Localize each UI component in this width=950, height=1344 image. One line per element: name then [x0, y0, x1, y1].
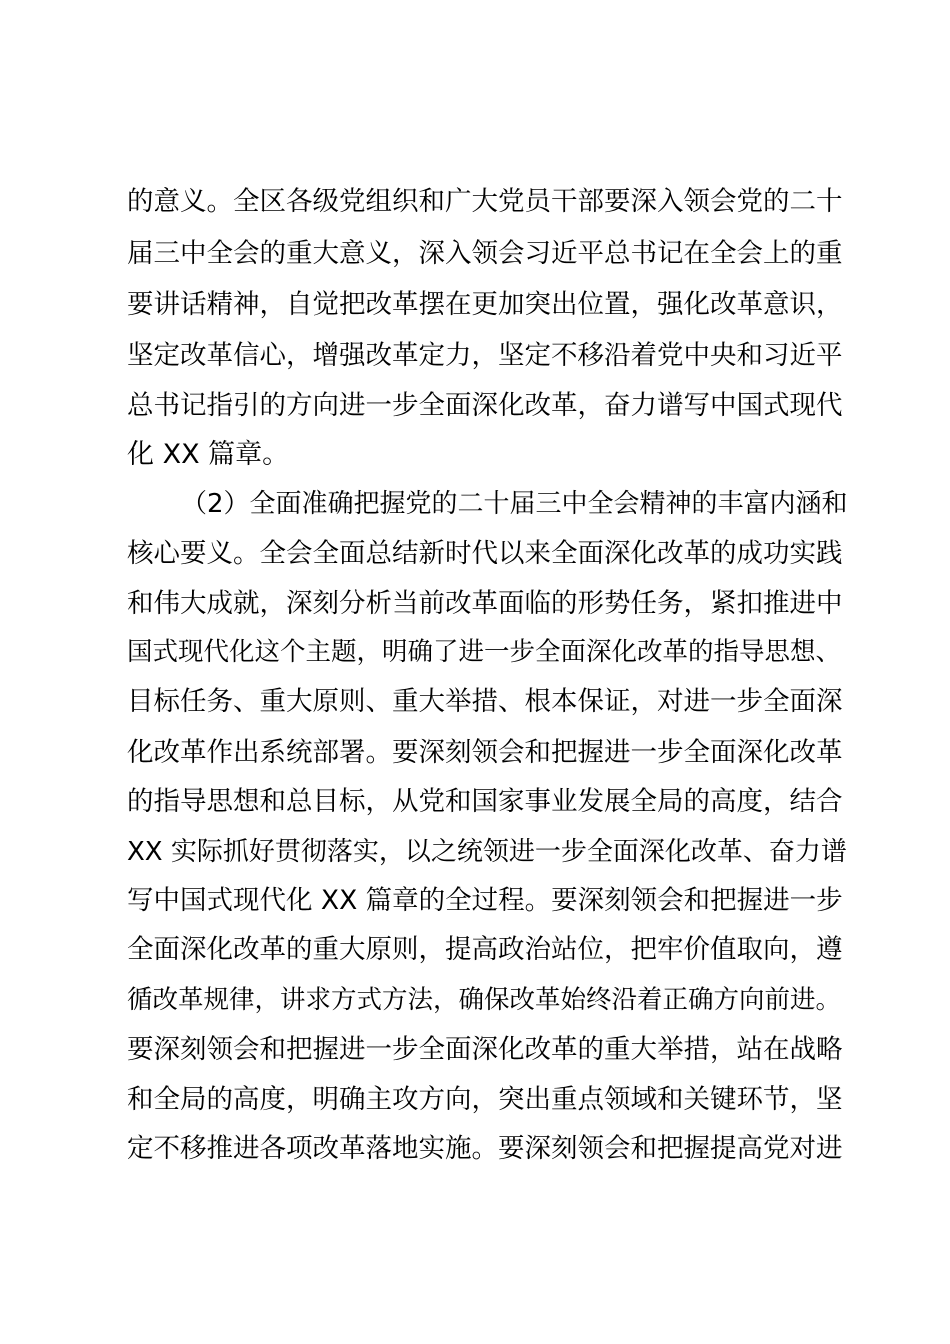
text-line: 总书记指引的方向进一步全面深化改革，奋力谱写中国式现代 — [127, 390, 843, 421]
text-line: 化改革作出系统部署。要深刻领会和把握进一步全面深化改革 — [127, 737, 843, 768]
text-line: 和伟大成就，深刻分析当前改革面临的形势任务，紧扣推进中 — [127, 588, 843, 619]
text-line: 定不移推进各项改革落地实施。要深刻领会和把握提高党对进 — [127, 1133, 843, 1164]
text-line: 写中国式现代化 XX 篇章的全过程。要深刻领会和把握进一步 — [127, 885, 843, 916]
text-line: 全面深化改革的重大原则，提高政治站位，把牢价值取向，遵 — [127, 934, 843, 965]
text-line: XX 实际抓好贯彻落实，以之统领进一步全面深化改革、奋力谱 — [127, 837, 847, 867]
text-line: 的意义。全区各级党组织和广大党员干部要深入领会党的二十 — [127, 186, 843, 217]
text-line: 循改革规律，讲求方式方法，确保改革始终沿着正确方向前进。 — [127, 985, 842, 1015]
text-line: 坚定改革信心，增强改革定力，坚定不移沿着党中央和习近平 — [127, 340, 843, 371]
text-line: 要讲话精神，自觉把改革摆在更加突出位置，强化改革意识， — [127, 289, 843, 320]
text-line: 届三中全会的重大意义，深入领会习近平总书记在全会上的重 — [127, 238, 843, 269]
text-line: 化 XX 篇章。 — [127, 439, 290, 470]
text-line: 和全局的高度，明确主攻方向，突出重点领域和关键环节，坚 — [127, 1084, 843, 1115]
paragraph-heading-line: （2）全面准确把握党的二十届三中全会精神的丰富内涵和 — [181, 489, 848, 519]
text-line: 核心要义。全会全面总结新时代以来全面深化改革的成功实践 — [127, 538, 843, 569]
text-line: 的指导思想和总目标，从党和国家事业发展全局的高度，结合 — [127, 786, 843, 817]
text-line: 国式现代化这个主题，明确了进一步全面深化改革的指导思想、 — [127, 637, 842, 667]
text-line: 要深刻领会和把握进一步全面深化改革的重大举措，站在战略 — [127, 1034, 843, 1065]
text-line: 目标任务、重大原则、重大举措、根本保证，对进一步全面深 — [127, 686, 843, 717]
